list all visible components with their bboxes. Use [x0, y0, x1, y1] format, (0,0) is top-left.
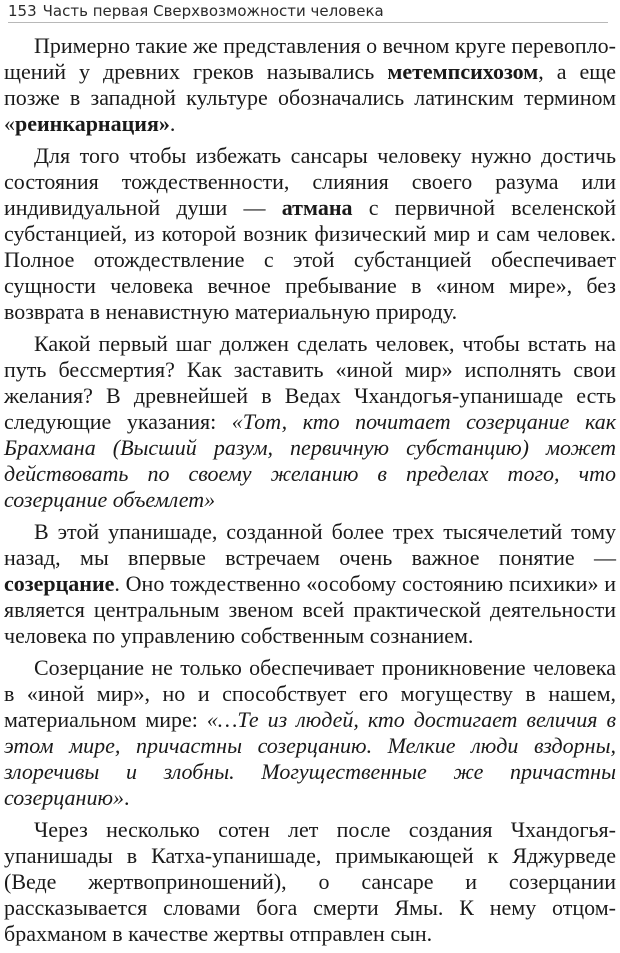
paragraph-text: с первичной вселенской субстанцией, из которой возник физический мир и сам человек. Полное отождествление с этой субстанцией обеспечивает сущности человека вечное пребывание в «ином мире», без возврата в ненавистную материальную природу. — [4, 195, 616, 324]
paragraph-text: . — [123, 785, 130, 810]
paragraph-4 — [4, 519, 616, 649]
paragraph-text: Какой первый шаг должен сделать человек, чтобы встать на путь бессмертия? Как заставить «иной мир» исполнять свои желания? В древнейшей в Ведах Чхандогья-упанишаде есть следующие указания: — [4, 331, 616, 434]
paragraph-text: Созерцание не только обеспечивает проникновение человека в «иной мир», но и способствует его могуществу в нашем, материальном мире: — [4, 655, 616, 732]
paragraph-text: . Оно тождественно «особому состоянию психики» и является центральным звеном всей практической деятельности человека по управлению собственным сознанием. — [4, 571, 616, 648]
running-title: Часть первая Сверхвозможности человека — [42, 2, 384, 20]
page-body — [4, 33, 616, 953]
term-contemplation: созерцание — [4, 571, 115, 596]
paragraph-1 — [4, 33, 616, 137]
paragraph-6 — [4, 817, 616, 947]
paragraph-text: Через несколько сотен лет после создания Чхандогья-упанишады в Катха-упанишаде, примыкающей к Яджурведе (Веде жертвоприношений), о сансаре и созерцании рассказывается словами бога смерти Ямы. К нему отцом-брахманом в качестве жертвы отправлен сын. — [4, 817, 616, 946]
quote-contemplation: «…Те из людей, кто достигает величия в этом мире, причастны созерцанию. Мелкие люди вздорны, злоречивы и злобны. Могущественные же причастны созерцанию» — [4, 707, 616, 810]
paragraph-text: Для того чтобы избежать сансары человеку нужно достичь состояния тождественности, слияния своего разума или индивидуальной души — — [4, 143, 616, 220]
paragraph-text: Примерно такие же представления о вечном круге перевоплощений у древних греков назывались — [4, 33, 616, 84]
paragraph-2 — [4, 143, 616, 325]
paragraph-3 — [4, 331, 616, 513]
term-atman: атмана — [281, 195, 353, 220]
term-reincarnation: реинкарнация» — [15, 111, 170, 136]
running-header — [8, 0, 608, 23]
paragraph-text: , а еще позже в западной культуре обозначались латинским термином « — [4, 59, 616, 136]
page-number: 153 — [8, 2, 37, 20]
paragraph-5 — [4, 655, 616, 811]
quote-chandogya: «Тот, кто почитает созерцание как Брахмана (Высший разум, первичную субстанцию) может действовать по своему желанию в пределах того, что созерцание объемлет» — [4, 409, 616, 512]
term-metempsychosis: метемпсихозом — [387, 59, 539, 84]
paragraph-text: . — [169, 111, 176, 136]
paragraph-text: В этой упанишаде, созданной более трех тысячелетий тому назад, мы впервые встречаем очень важное понятие — — [4, 519, 616, 570]
